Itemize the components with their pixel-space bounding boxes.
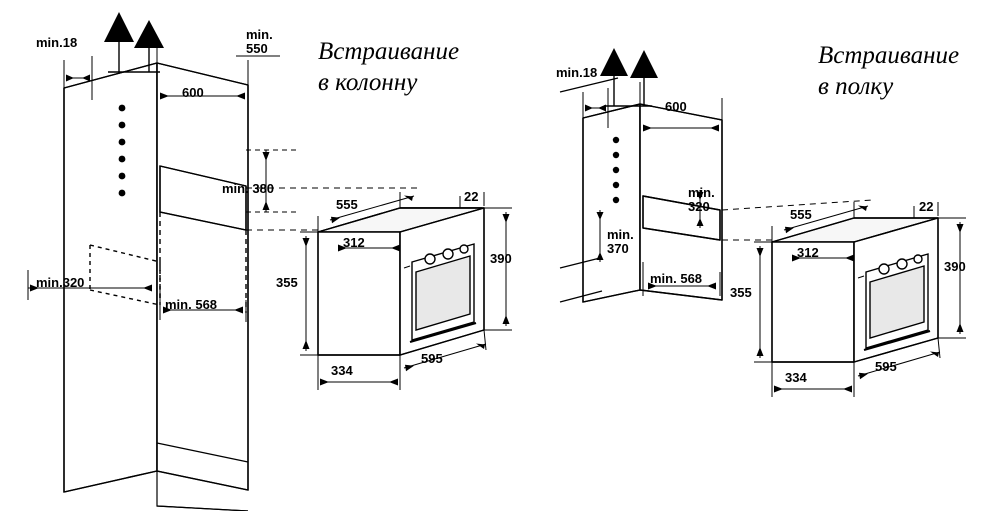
- label-390-right: 390: [944, 259, 966, 274]
- oven-right: [772, 218, 938, 362]
- panel-title-shelf-line1: Встраивание: [818, 42, 960, 69]
- label-390-left: 390: [490, 251, 512, 266]
- label-22-right: 22: [919, 199, 934, 214]
- label-min370-right-line2: 370: [607, 241, 629, 257]
- column-airflow-arrows: [104, 12, 164, 48]
- label-min568-right: min. 568: [650, 271, 703, 286]
- label-min550-left-line2: 550: [246, 41, 268, 57]
- panel-title-shelf: [818, 40, 959, 103]
- label-312-left: 312: [343, 235, 365, 250]
- label-555-right: 555: [790, 207, 812, 222]
- label-min18-left: min.18: [36, 35, 78, 50]
- label-min550-left-line1: min.: [246, 27, 273, 42]
- label-355-left: 355: [276, 275, 298, 290]
- panel-title-column: [318, 36, 459, 99]
- label-min320-right-line2: 320: [688, 199, 710, 215]
- shelf-airflow-lines: [604, 76, 652, 106]
- label-min320-right: [688, 186, 715, 215]
- label-595-right: 595: [875, 359, 897, 374]
- label-355-right: 355: [730, 285, 752, 300]
- label-min370-right: [607, 228, 634, 257]
- column-cabinet-body: [64, 63, 248, 511]
- label-min380-left: min. 380: [222, 181, 275, 196]
- label-600-left: 600: [182, 85, 204, 100]
- oven-left: [318, 208, 484, 355]
- shelf-airflow-arrows: [600, 48, 658, 78]
- label-555-left: 555: [336, 197, 358, 212]
- panel-title-column-line1: Встраивание: [318, 38, 460, 65]
- label-min320-right-line1: min.: [688, 185, 715, 200]
- label-min550-left: [246, 28, 273, 57]
- label-min18-right: min.18: [556, 65, 598, 80]
- panel-title-shelf-line2: в полку: [818, 73, 894, 101]
- label-min320-left: min.320: [36, 275, 85, 290]
- label-22-left: 22: [464, 189, 479, 204]
- label-334-right: 334: [785, 370, 807, 385]
- label-min568-left: min. 568: [165, 297, 218, 312]
- label-595-left: 595: [421, 351, 443, 366]
- label-312-right: 312: [797, 245, 819, 260]
- panel-title-column-line2: в колонну: [318, 69, 418, 97]
- label-334-left: 334: [331, 363, 353, 378]
- label-min370-right-line1: min.: [607, 227, 634, 242]
- dim-390-left: [484, 208, 512, 330]
- dim-390-right: [938, 218, 966, 338]
- label-600-right: 600: [665, 99, 687, 114]
